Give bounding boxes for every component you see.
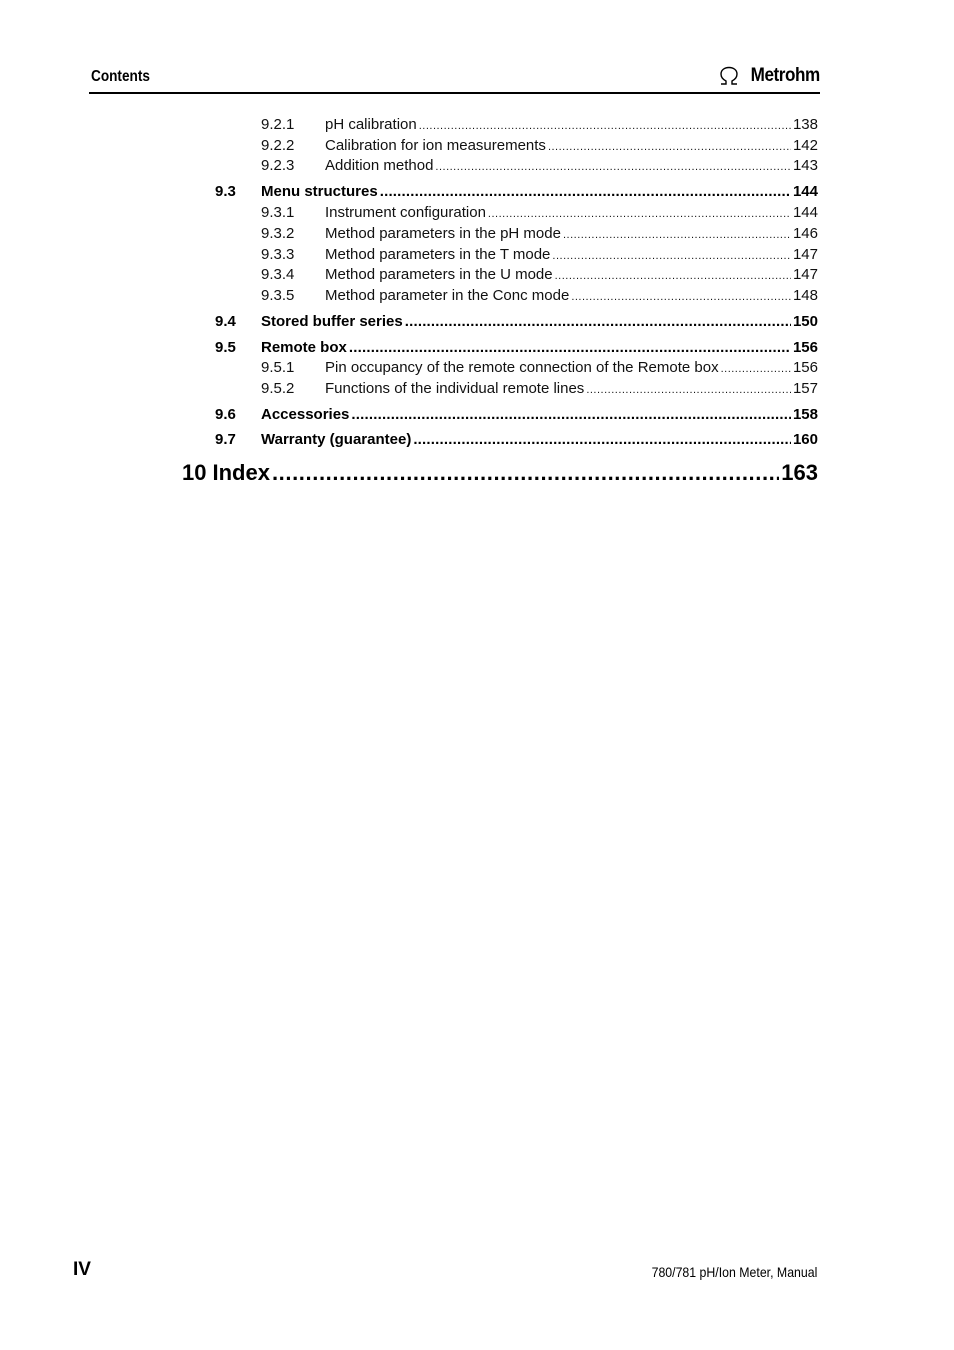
toc-entry-number: 9.4 [215,313,236,330]
brand-logo [718,64,820,88]
toc-entry[interactable] [261,116,818,133]
toc-entry-page: 144 [792,183,818,200]
toc-entry-number: 9.2.3 [261,157,295,174]
omega-icon [718,66,740,86]
toc-entry-title: Method parameters in the T mode [325,246,551,263]
brand-name: Metrohm [750,65,820,86]
toc-chapter-entry[interactable] [182,460,818,486]
toc-entry-number: 9.5.1 [261,359,295,376]
header-title: Contents [91,68,150,85]
toc-entry-title: pH calibration [325,116,417,133]
toc-entry-title: Method parameters in the U mode [325,266,553,283]
toc-entry-number: 9.2.1 [261,116,295,133]
toc-entry-title: Stored buffer series [261,313,403,330]
toc-entry-page: 156 [792,339,818,356]
toc-entry-title: Index [212,460,270,485]
toc-entry-page: 156 [792,359,818,376]
toc-entry-number: 9.3.5 [261,287,295,304]
toc-entry[interactable] [261,380,818,397]
toc-entry-title: Instrument configuration [325,204,486,221]
page-header [89,64,820,94]
toc-entry-title: Menu structures [261,183,378,200]
page-number: IV [73,1259,91,1280]
toc-entry[interactable] [215,183,818,200]
toc-entry-number: 9.3.1 [261,204,295,221]
toc-entry-page: 150 [792,313,818,330]
toc-entry-number: 9.6 [215,406,236,423]
toc-entry-page: 147 [792,246,818,263]
toc-entry[interactable] [215,313,818,330]
toc-entry-page: 148 [792,287,818,304]
toc-entry-page: 163 [781,460,818,485]
toc-entry-title: Warranty (guarantee) [261,431,412,448]
toc-entry-title: Addition method [325,157,434,174]
toc-entry-page: 143 [792,157,818,174]
toc-entry-title: Functions of the individual remote lines [325,380,585,397]
toc-entry-page: 146 [792,225,818,242]
toc-entry-page: 147 [792,266,818,283]
manual-title: 780/781 pH/Ion Meter, Manual [651,1264,817,1280]
toc-entry[interactable] [261,359,818,376]
toc-chapter-number: 10 [182,460,207,485]
toc-entry-number: 9.3 [215,183,236,200]
toc-entry-title: Pin occupancy of the remote connection of the Remote box [325,359,719,376]
toc-leader-dots [435,161,791,173]
toc-entry[interactable] [261,225,818,242]
toc-entry-page: 142 [792,137,818,154]
toc-leader-dots [488,208,791,220]
toc-entry[interactable] [261,266,818,283]
toc-entry[interactable] [215,431,818,448]
toc-entry-page: 158 [792,406,818,423]
toc-entry-page: 138 [792,116,818,133]
toc-entry[interactable] [261,204,818,221]
toc-entry-number: 9.3.3 [261,246,295,263]
toc-entry[interactable] [261,287,818,304]
toc-leader-dots [272,460,779,486]
toc-leader-dots [419,120,791,132]
toc-entry-number: 9.7 [215,431,236,448]
toc-entry-number: 9.5 [215,339,236,356]
toc-leader-dots [586,384,791,396]
toc-entry-number: 9.3.4 [261,266,295,283]
toc-entry[interactable] [261,137,818,154]
toc-leader-dots [552,250,791,262]
toc-leader-dots [571,291,791,303]
toc-entry[interactable] [261,157,818,174]
toc-leader-dots [555,270,791,282]
toc-leader-dots [563,229,791,241]
toc-entry[interactable] [261,246,818,263]
toc-entry-title: Accessories [261,406,350,423]
toc-entry[interactable] [215,339,818,356]
toc-leader-dots [380,183,791,200]
toc-leader-dots [721,363,791,375]
toc-entry-page: 144 [792,204,818,221]
toc-leader-dots [349,339,791,356]
toc-entry-page: 157 [792,380,818,397]
toc-leader-dots [405,313,791,330]
toc-entry-title: Method parameters in the pH mode [325,225,561,242]
toc-entry[interactable] [215,406,818,423]
toc-entry-page: 160 [792,431,818,448]
toc-entry-number: 9.3.2 [261,225,295,242]
toc-entry-number: 9.5.2 [261,380,295,397]
toc-leader-dots [413,431,791,448]
toc-entry-number: 9.2.2 [261,137,295,154]
toc-entry-title: Remote box [261,339,347,356]
toc-leader-dots [351,406,791,423]
toc-entry-title: Method parameter in the Conc mode [325,287,570,304]
toc-entry-title: Calibration for ion measurements [325,137,546,154]
toc-leader-dots [548,141,791,153]
